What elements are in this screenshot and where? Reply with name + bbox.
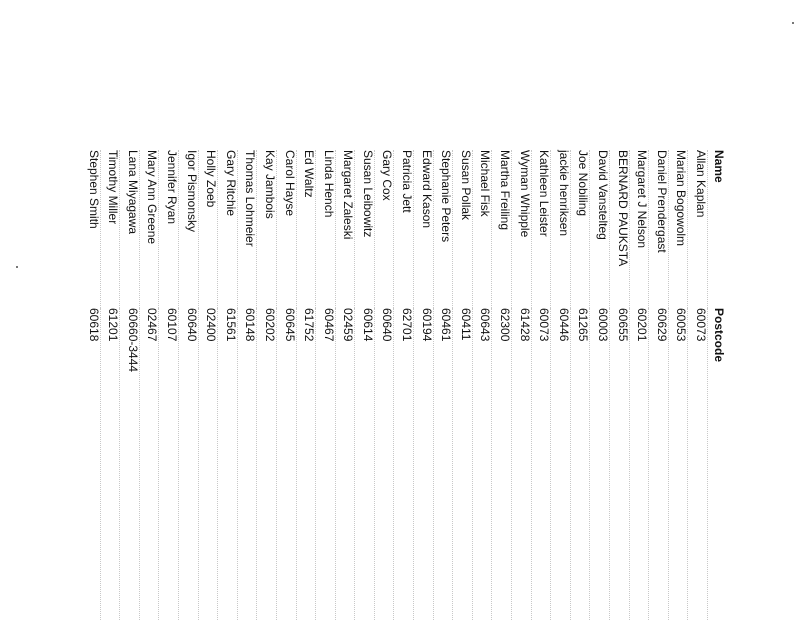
table-body	[81, 150, 708, 620]
postcode-cell: 60643	[472, 308, 492, 620]
name-cell: Martha Freiling	[492, 150, 512, 308]
table-row	[649, 150, 669, 620]
table-row	[394, 150, 414, 620]
table-row	[414, 150, 434, 620]
name-cell: Thomas Lohmeier	[237, 150, 257, 308]
postcode-cell: 62701	[394, 308, 414, 620]
postcode-cell: 60148	[237, 308, 257, 620]
postcode-cell: 60655	[610, 308, 630, 620]
table-row	[590, 150, 610, 620]
table-row	[688, 150, 708, 620]
name-cell: Stephen Smith	[81, 150, 100, 308]
postcode-cell: 60073	[688, 308, 708, 620]
postcode-cell: 61201	[100, 308, 120, 620]
postcode-cell: 60053	[668, 308, 688, 620]
table-row	[610, 150, 630, 620]
table-row	[453, 150, 473, 620]
table-row	[81, 150, 100, 620]
scan-speck	[792, 22, 794, 24]
table-row	[531, 150, 551, 620]
name-cell: Susan Leibowitz	[355, 150, 375, 308]
name-cell: Michael Fisk	[472, 150, 492, 308]
name-cell: Daniel Prendergast	[649, 150, 669, 308]
table-row	[159, 150, 179, 620]
table-row	[335, 150, 355, 620]
name-cell: Edward Kason	[414, 150, 434, 308]
scan-speck	[16, 266, 18, 268]
table-row	[355, 150, 375, 620]
postcode-cell: 60614	[355, 308, 375, 620]
column-header-postcode: Postcode	[712, 308, 726, 363]
name-cell: Stephanie Peters	[433, 150, 453, 308]
table-row	[100, 150, 120, 620]
postcode-cell: 61428	[512, 308, 532, 620]
name-cell: Carol Hayse	[276, 150, 296, 308]
postcode-cell: 02459	[335, 308, 355, 620]
name-cell: jackie henriksen	[551, 150, 571, 308]
name-cell: Joe Nobiling	[570, 150, 590, 308]
postcode-cell: 61752	[296, 308, 316, 620]
name-cell: Timothy Miller	[100, 150, 120, 308]
table-row	[139, 150, 159, 620]
postcode-cell: 60003	[590, 308, 610, 620]
table-row	[668, 150, 688, 620]
postcode-cell: 02400	[198, 308, 218, 620]
postcode-cell: 60194	[414, 308, 434, 620]
postcode-cell: 60640	[178, 308, 198, 620]
name-cell: David Vanstelteg	[590, 150, 610, 308]
postcode-cell: 60107	[159, 308, 179, 620]
table-row	[629, 150, 649, 620]
name-cell: Margaret J Nelson	[629, 150, 649, 308]
postcode-cell: 61265	[570, 308, 590, 620]
postcode-cell: 60073	[531, 308, 551, 620]
name-cell: Patricia Jett	[394, 150, 414, 308]
postcode-cell: 60202	[257, 308, 277, 620]
table-row	[296, 150, 316, 620]
postcode-cell: 60201	[629, 308, 649, 620]
name-cell: BERNARD PAUKSTA	[610, 150, 630, 308]
name-postcode-table	[81, 150, 726, 620]
table-row	[178, 150, 198, 620]
table-row	[551, 150, 571, 620]
postcode-cell: 62300	[492, 308, 512, 620]
postcode-cell: 02467	[139, 308, 159, 620]
name-cell: Gary Cox	[374, 150, 394, 308]
table-row	[198, 150, 218, 620]
name-cell: Jennifer Ryan	[159, 150, 179, 308]
name-cell: Mary Ann Greene	[139, 150, 159, 308]
name-cell: Kay Jambois	[257, 150, 277, 308]
postcode-cell: 60411	[453, 308, 473, 620]
table-row	[316, 150, 336, 620]
postcode-cell: 60629	[649, 308, 669, 620]
name-cell: Marian Bogowolm	[668, 150, 688, 308]
name-cell: Ed Waltz	[296, 150, 316, 308]
column-header-name: Name	[712, 150, 726, 183]
name-cell: Allan Kaplan	[688, 150, 708, 308]
name-cell: Wyman Whipple	[512, 150, 532, 308]
name-cell: Margaret Zaleski	[335, 150, 355, 308]
name-cell: Gary Ritchie	[218, 150, 238, 308]
table-row	[433, 150, 453, 620]
table-row	[120, 150, 140, 620]
table-header-row	[708, 150, 727, 620]
table-row	[218, 150, 238, 620]
postcode-cell: 60645	[276, 308, 296, 620]
table-row	[570, 150, 590, 620]
postcode-cell: 60446	[551, 308, 571, 620]
postcode-cell: 61561	[218, 308, 238, 620]
postcode-cell: 60618	[81, 308, 100, 620]
table-row	[237, 150, 257, 620]
postcode-cell: 60660-3444	[120, 308, 140, 620]
table-row	[472, 150, 492, 620]
table-row	[257, 150, 277, 620]
name-cell: Linda Hench	[316, 150, 336, 308]
name-cell: Lana Miyagawa	[120, 150, 140, 308]
table-row	[276, 150, 296, 620]
name-cell: Igor Pismonsky	[178, 150, 198, 308]
name-cell: Kathleen Leister	[531, 150, 551, 308]
postcode-cell: 60467	[316, 308, 336, 620]
postcode-cell: 60461	[433, 308, 453, 620]
postcode-cell: 60640	[374, 308, 394, 620]
name-cell: Susan Pollak	[453, 150, 473, 308]
name-cell: Holly Zoeb	[198, 150, 218, 308]
table-row	[512, 150, 532, 620]
table-row	[374, 150, 394, 620]
table-row	[492, 150, 512, 620]
